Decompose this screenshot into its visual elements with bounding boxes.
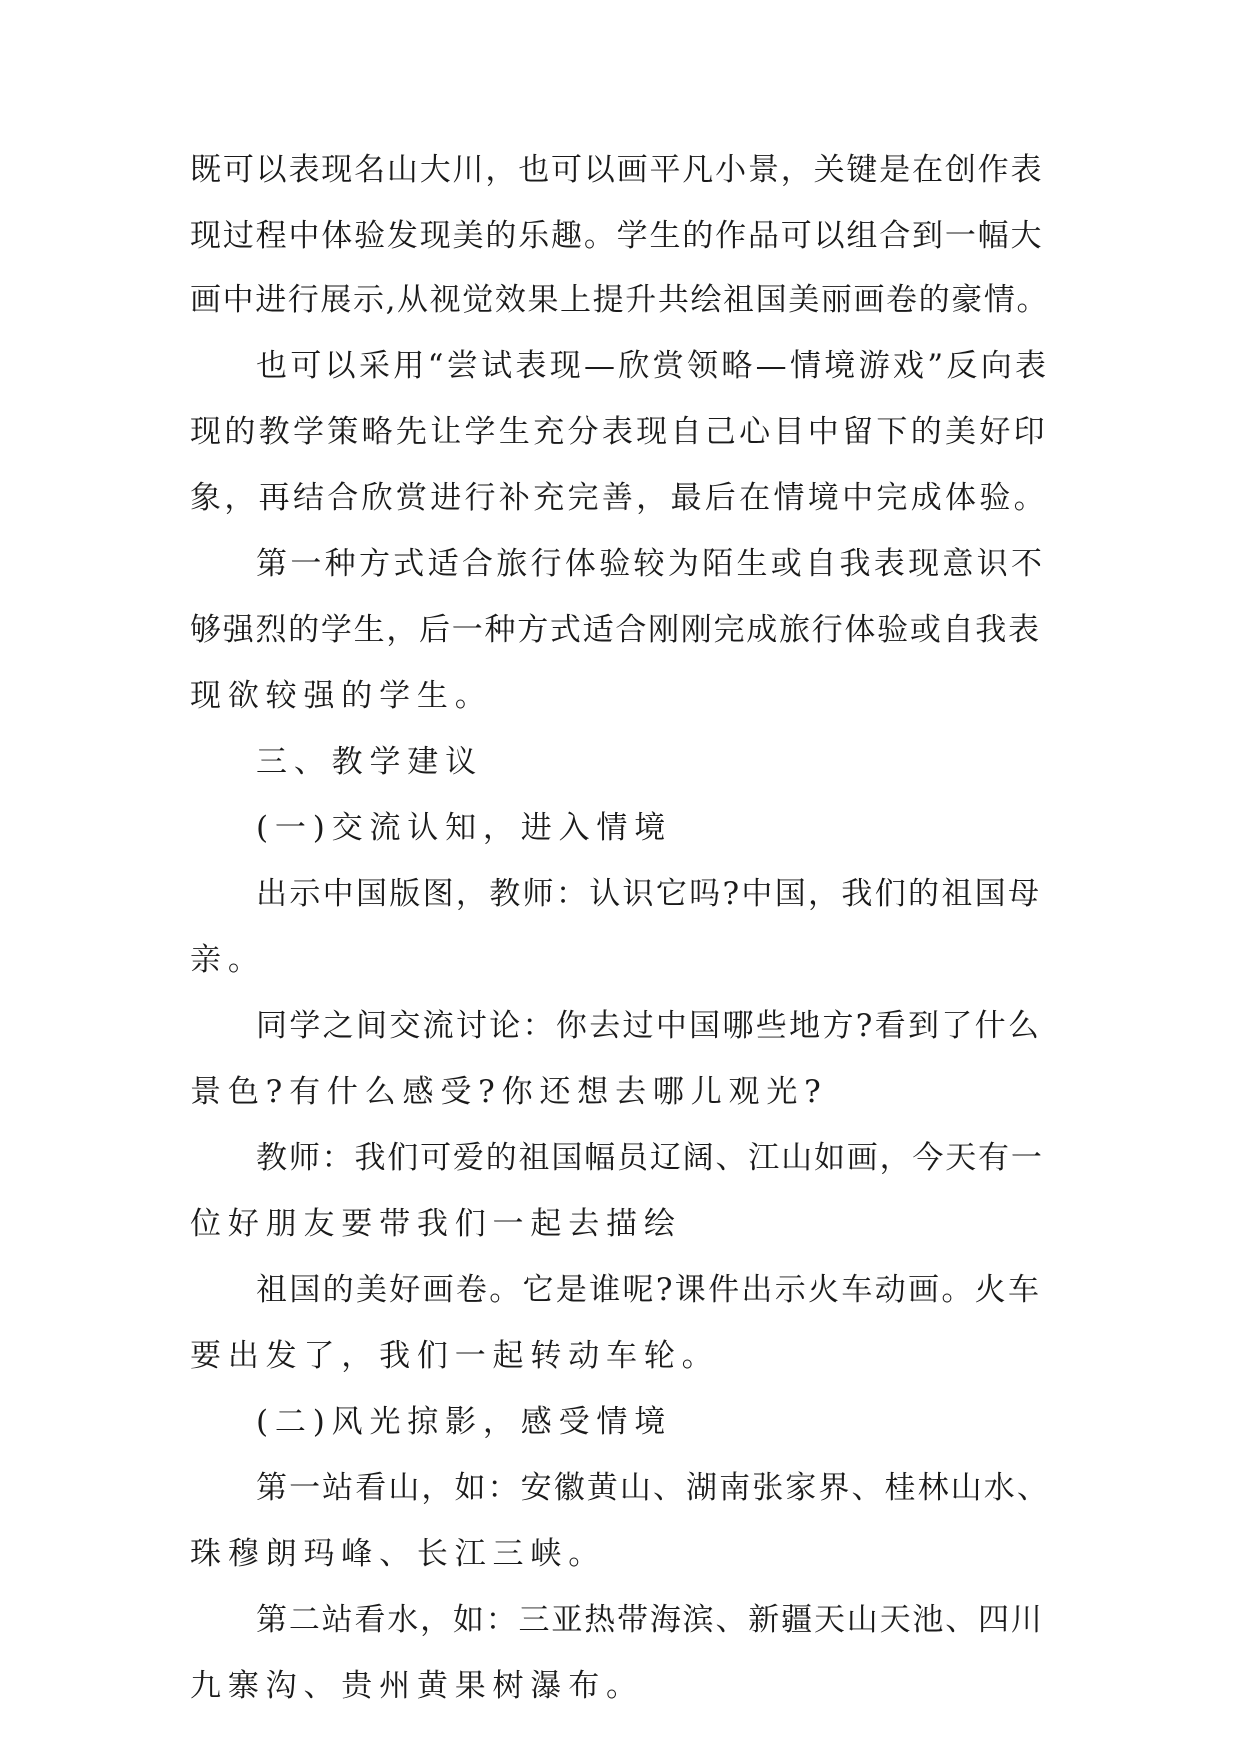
text-line: 也可以采用“尝试表现—欣赏领略—情境游戏”反向表 (256, 348, 1050, 384)
text-line: 现过程中体验发现美的乐趣。学生的作品可以组合到一幅大 (190, 218, 1044, 254)
text-line: 景色?有什么感受?你还想去哪儿观光? (190, 1074, 828, 1110)
text-line: 教师：我们可爱的祖国幅员辽阔、江山如画，今天有一 (256, 1140, 1044, 1176)
text-line: 第一种方式适合旅行体验较为陌生或自我表现意识不 (256, 546, 1046, 582)
text-line: 珠穆朗玛峰、长江三峡。 (190, 1536, 607, 1572)
text-line: 要出发了，我们一起转动车轮。 (190, 1338, 720, 1374)
text-line: 画中进行展示,从视觉效果上提升共绘祖国美丽画卷的豪情。 (190, 282, 1050, 318)
text-line: 同学之间交流讨论：你去过中国哪些地方?看到了什么 (256, 1008, 1042, 1044)
text-line: 既可以表现名山大川，也可以画平凡小景，关键是在创作表 (190, 152, 1044, 188)
text-line: 九寨沟、贵州黄果树瀑布。 (190, 1668, 644, 1704)
text-line: 现的教学策略先让学生充分表现自己心目中留下的美好印 (190, 414, 1048, 450)
section-heading: 三、教学建议 (256, 744, 483, 780)
text-line: 第一站看山，如：安徽黄山、湖南张家界、桂林山水、 (256, 1470, 1050, 1506)
subsection-heading: (二)风光掠影，感受情境 (256, 1404, 673, 1440)
text-line: 够强烈的学生，后一种方式适合刚刚完成旅行体验或自我表 (190, 612, 1041, 648)
text-line: 祖国的美好画卷。它是谁呢?课件出示火车动画。火车 (256, 1272, 1042, 1308)
text-line: 亲。 (190, 942, 266, 978)
subsection-heading: (一)交流认知，进入情境 (256, 810, 673, 846)
text-line: 象，再结合欣赏进行补充完善，最后在情境中完成体验。 (190, 480, 1048, 516)
text-line: 出示中国版图，教师：认识它吗?中国，我们的祖国母 (256, 876, 1042, 912)
text-line: 现欲较强的学生。 (190, 678, 493, 714)
text-line: 位好朋友要带我们一起去描绘 (190, 1206, 682, 1242)
text-line: 第二站看水，如：三亚热带海滨、新疆天山天池、四川 (256, 1602, 1044, 1638)
